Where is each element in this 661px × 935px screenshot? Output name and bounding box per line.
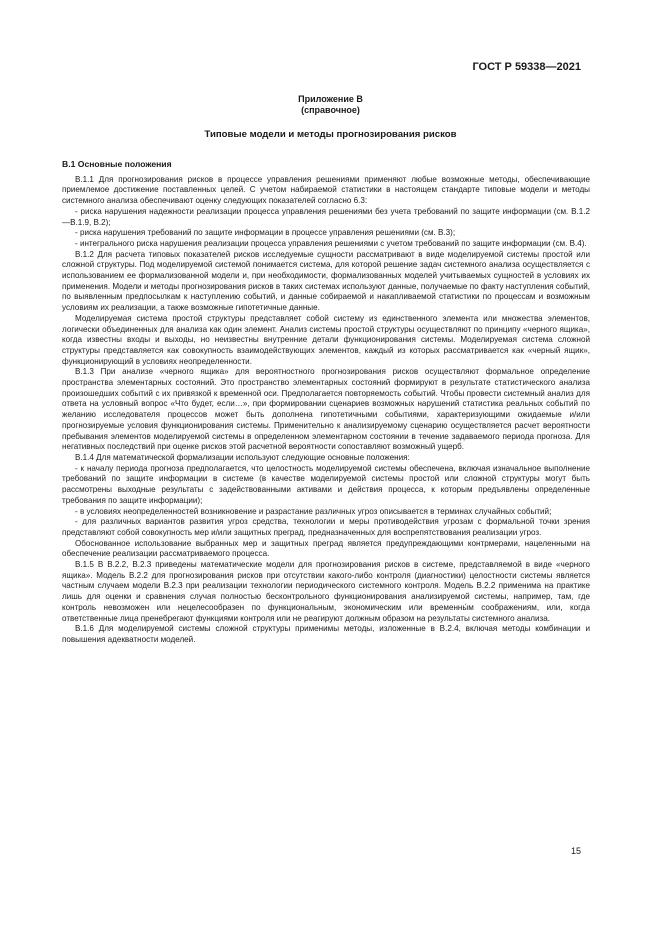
list-item-security-risk: - риска нарушения требований по защите информации в процессе управления решениями (см. В.3);	[75, 228, 456, 238]
paragraph-b-1-1: В.1.1 Для прогнозирования рисков в процессе управления решениями применяют любые возможные методы, обеспечивающие приемлемое достижение поставленных целей. С учетом набираемой статистики в настоящем стандарте типовые модели и методы системного анализа обеспечивают оценку следующих показателей согласно 6.3:	[62, 174, 590, 206]
list-item-reliability-risk: - риска нарушения надежности реализации процесса управления решениями без учета требований по защите информации (см. В.1.2—В.1.9, В.2);	[62, 206, 590, 227]
list-item-random-events: - в условиях неопределенностей возникновение и разрастание различных угроз описывается в терминах случайных событий;	[75, 506, 552, 516]
paragraph-b-1-5: В.1.5 В В.2.2, В.2.3 приведены математические модели для прогнозирования рисков в системе, представляемой в виде «черного ящика». Модель В.2.2 для прогнозирования рисков при отсутствии какого-либо контроля (диагностики) целостности системы является частным случаем модели В.2.3 при реализации технологии периодического системного контроля. Модель В.2.2 применима на практике лишь для оценки и сравнения случая полностью бесконтрольного функционирования анализируемой системы, например, там, где контроль невозможен или нецелесообразен по функциональным, экономическим или временны́м соображениям, или, когда ответственные лица пренебрегают функциями контроля или не реагируют должным образом на результаты системного анализа.	[62, 560, 590, 623]
paragraph-b-1-2: В.1.2 Для расчета типовых показателей рисков исследуемые сущности рассматривают в виде моделируемой системы простой или сложной структуры. Под моделируемой системой понимается система, для которой решение задач системного анализа осуществляется с использованием ее формализованной модели и, при необходимости, формализованных моделей учитываемых сущностей в условиях их применения. Модели и методы прогнозирования рисков в таких системах используют данные, получаемые по факту наступления событий, по выявленным предпосылкам к наступлению событий, и данные собираемой и накапливаемой статистики по процессам и возможным условиям их реализации, а также возможные гипотетичные данные.	[62, 249, 590, 313]
document-body	[62, 159, 590, 646]
paragraph-b-1-4: В.1.4 Для математической формализации используют следующие основные положения:	[75, 452, 410, 462]
list-item-integral-risk: - интегрального риска нарушения реализации процесса управления решениями с учетом требований по защите информации (см. В.4).	[75, 238, 587, 248]
standard-code: ГОСТ Р 59338—2021	[472, 61, 581, 73]
page-number: 15	[570, 846, 581, 856]
list-item-countermeasures: - для различных вариантов развития угроз средства, технологии и меры противодействия угрозам с формальной точки зрения представляют собой совокупность мер и/или защитных преград, предназначенных для воспрепятствования реализации угроз.	[62, 517, 590, 537]
appendix-title-block	[0, 94, 661, 116]
section-title: Типовые модели и методы прогнозирования рисков	[204, 129, 457, 140]
appendix-subtitle: (справочное)	[301, 105, 360, 115]
appendix-title: Приложение В	[298, 94, 363, 104]
paragraph-preventive-measures: Обоснованное использование выбранных мер и защитных преград является предупреждающими контрмерами, нацеленными на обеспечение реализации рассматриваемого процесса.	[62, 538, 590, 559]
paragraph-simple-structure: Моделируемая система простой структуры представляет собой систему из единственного элемента или множества элементов, логически объединенных для анализа как один элемент. Анализ системы простой структуры осуществляют по принципу «черного ящика», когда известны входы и выходы, но неизвестны внутренние детали функционирования системы. Моделируемая система сложной структуры представляется как совокупность взаимодействующих элементов, каждый из которых рассматривается как «черный ящик», функционирующий в условиях неопределенности.	[62, 313, 590, 366]
subsection-heading: В.1 Основные положения	[62, 159, 172, 169]
paragraph-b-1-3: В.1.3 При анализе «черного ящика» для вероятностного прогнозирования рисков осуществляют формальное определение пространства элементарных состояний. Это пространство элементарных состояний формируют в результате статистического анализа произошедших событий с их привязкой к временной оси. Предполагается повторяемость событий. Чтобы провести системный анализ для ответа на условный вопрос «Что будет, если…», при формировании сценариев возможных нарушений статистика реальных событий по желанию исследователя процессов может быть дополнена гипотетичными событиями, характеризующими ожидаемые и/или прогнозируемые условия функционирования системы. Применительно к анализируемому сценарию осуществляется расчет вероятности пребывания элементов моделируемой системы в определенном элементарном состоянии в течение задаваемого периода прогноза. Для негативных последствий при оценке рисков этой расчетной вероятности сопоставляют возможный ущерб.	[62, 367, 590, 452]
list-item-integrity: - к началу периода прогноза предполагается, что целостность моделируемой системы обеспечена, включая изначальное выполнение требований по защите информации в системе (в качестве моделируемой системы простой или сложной структуры могут быть рассмотрены выходные результаты с задействованными активами и действия процесса, к которым предъявлены определенные требования по защите информации);	[62, 463, 590, 505]
paragraph-b-1-6: В.1.6 Для моделируемой системы сложной структуры применимы методы, изложенные в В.2.4, включая методы комбинации и повышения адекватности моделей.	[62, 624, 590, 644]
